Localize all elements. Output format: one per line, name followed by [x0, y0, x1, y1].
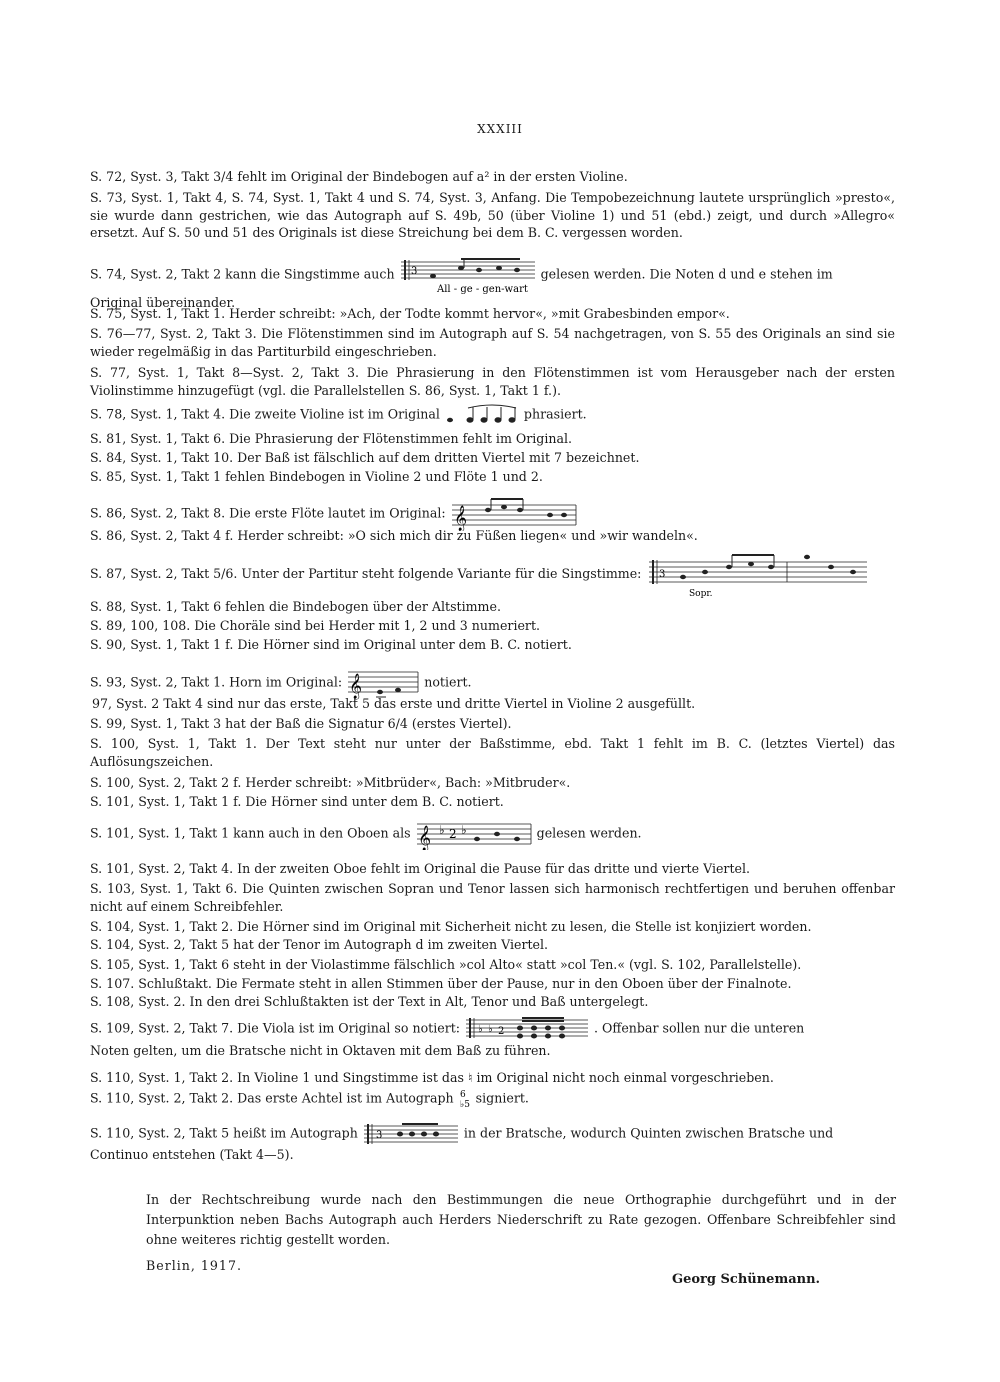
orthography-paragraph: In der Rechtschreibung wurde nach den Bestimmungen die neue Orthographie durchgeführt und in der Interpunktion neben Bachs Autograph auch Herders Niederschrift zu Rate gezogen. Offenbare Schreibfehler sind ohne weiteres richtig gestellt worden.: [146, 1192, 896, 1247]
note-s86-herder: S. 86, Syst. 2, Takt 4 f. Herder schreibt: »O sich mich dir zu Füßen liegen« und »wir wandeln«.: [90, 528, 698, 543]
note-s87: [90, 550, 869, 598]
note-continuation: Original übereinander.: [90, 295, 236, 310]
svg-text:3: 3: [375, 1130, 383, 1141]
music-example: [444, 404, 520, 426]
note-text: S. 109, Syst. 2, Takt 7. Die Viola ist im Original so notiert:: [90, 1020, 461, 1036]
note-s104-horns: S. 104, Syst. 1, Takt 2. Die Hörner sind im Original mit Sicherheit nicht zu lesen, die Stelle ist konjiziert worden.: [90, 919, 812, 934]
svg-text:♭: ♭: [488, 1024, 493, 1035]
note-continuation: Noten gelten, um die Bratsche nicht in Oktaven mit dem Baß zu führen.: [90, 1043, 551, 1058]
note-s103: S. 103, Syst. 1, Takt 6. Die Quinten zwischen Sopran und Tenor lassen sich harmonisch rechtfertigen und beruhen offenbar nicht auf einem Schreibfehler.: [90, 881, 895, 914]
note-s101-oboes: [90, 818, 895, 850]
svg-text:♭: ♭: [460, 823, 467, 837]
music-example: [464, 1016, 590, 1042]
svg-text:♭: ♭: [478, 1024, 483, 1035]
note-text: S. 110, Syst. 2, Takt 5 heißt im Autograph: [90, 1125, 358, 1141]
note-s105: S. 105, Syst. 1, Takt 6 steht in der Violastimme fälschlich »col Alto« statt »col Ten.« (vgl. S. 102, Parallelstelle).: [90, 957, 802, 972]
note-s73: S. 73, Syst. 1, Takt 4, S. 74, Syst. 1, Takt 4 und S. 74, Syst. 3, Anfang. Die Tempobezeichnung lautete ursprünglich »presto«, sie wurde dann gestrichen, wie das Autograph auf S. 49b, 50 (über Violine 1) und 51 (ebd.) zeigt, und durch »Allegro« ersetzt. Auf S. 50 und 51 des Originals ist diese Streichung bei dem B. C. vergessen worden.: [90, 190, 895, 240]
place-date: Berlin, 1917.: [146, 1258, 242, 1273]
music-example: [647, 550, 869, 598]
note-text: signiert.: [475, 1090, 529, 1106]
note-text: S. 87, Syst. 2, Takt 5/6. Unter der Partitur steht folgende Variante für die Singstimme:: [90, 566, 642, 582]
note-text: S. 93, Syst. 2, Takt 1. Horn im Original:: [90, 674, 343, 690]
note-text: S. 110, Syst. 2, Takt 2. Das erste Achtel ist im Autograph: [90, 1090, 454, 1106]
note-s86-flute: [90, 497, 895, 531]
note-s97: 97, Syst. 2 Takt 4 sind nur das erste, Takt 5 das erste und dritte Viertel in Violine 2 ausgefüllt.: [92, 696, 696, 711]
music-example: [362, 1122, 460, 1146]
svg-text:𝄞: 𝄞: [349, 674, 363, 699]
note-s110-achtel: [90, 1088, 895, 1110]
lyric-text: All - ge - gen-wart: [436, 284, 528, 294]
note-text: notiert.: [424, 674, 472, 690]
music-example: [450, 497, 578, 531]
svg-text:♭5: ♭5: [459, 1100, 470, 1110]
note-s100-text: S. 100, Syst. 1, Takt 1. Der Text steht nur unter der Baßstimme, ebd. Takt 1 fehlt im B. C. (letztes Viertel) das Auflösungszeichen.: [90, 736, 895, 769]
note-s81: S. 81, Syst. 1, Takt 6. Die Phrasierung der Flötenstimmen fehlt im Original.: [90, 431, 573, 446]
svg-text:2: 2: [448, 827, 457, 841]
note-s88: S. 88, Syst. 1, Takt 6 fehlen die Bindebogen über der Altstimme.: [90, 599, 501, 614]
note-s76: S. 76—77, Syst. 2, Takt 3. Die Flötenstimmen sind im Autograph auf S. 54 nachgetragen, von S. 55 des Originals an sind sie wieder regelmäßig in das Partiturbild eingeschrieben.: [90, 326, 895, 359]
lyric-text: Sopr.: [689, 589, 713, 598]
svg-text:2: 2: [498, 1026, 505, 1037]
note-s74: [90, 256, 895, 312]
note-text: S. 78, Syst. 1, Takt 4. Die zweite Violine ist im Original: [90, 406, 440, 422]
svg-text:𝄞: 𝄞: [417, 826, 431, 850]
note-text: . Offenbar sollen nur die unteren: [594, 1020, 805, 1036]
note-text: S. 86, Syst. 2, Takt 8. Die erste Flöte lautet im Original:: [90, 505, 446, 521]
svg-text:6: 6: [459, 1090, 466, 1100]
note-s108: S. 108, Syst. 2. In den drei Schlußtakten ist der Text in Alt, Tenor und Baß untergelegt.: [90, 994, 649, 1009]
note-s84: S. 84, Syst. 1, Takt 10. Der Baß ist fälschlich auf dem dritten Viertel mit 7 bezeichnet.: [90, 450, 640, 465]
note-s85: S. 85, Syst. 1, Takt 1 fehlen Bindebogen in Violine 2 und Flöte 1 und 2.: [90, 469, 543, 484]
svg-text:𝄞: 𝄞: [453, 506, 467, 531]
note-s99: S. 99, Syst. 1, Takt 3 hat der Baß die Signatur 6/4 (erstes Viertel).: [90, 716, 512, 731]
svg-text:3: 3: [659, 569, 666, 580]
note-continuation: Continuo entstehen (Takt 4—5).: [90, 1147, 294, 1162]
note-text: gelesen werden. Die Noten d und e stehen im: [540, 266, 833, 282]
note-text: S. 74, Syst. 2, Takt 2 kann die Singstimme auch: [90, 266, 395, 282]
svg-text:♭: ♭: [438, 823, 445, 837]
music-example: [458, 1088, 472, 1110]
note-text: phrasiert.: [523, 406, 587, 422]
note-text: in der Bratsche, wodurch Quinten zwischen Bratsche und: [463, 1125, 834, 1141]
music-example: [415, 818, 533, 850]
note-s89: S. 89, 100, 108. Die Choräle sind bei Herder mit 1, 2 und 3 numeriert.: [90, 618, 541, 633]
signature: Georg Schünemann.: [672, 1272, 821, 1287]
note-s104-tenor: S. 104, Syst. 2, Takt 5 hat der Tenor im Autograph d im zweiten Viertel.: [90, 937, 549, 952]
svg-text:3: 3: [410, 266, 417, 277]
note-text: S. 101, Syst. 1, Takt 1 kann auch in den Oboen als: [90, 825, 411, 841]
note-s75: S. 75, Syst. 1, Takt 1. Herder schreibt: »Ach, der Todte kommt hervor«, »mit Grabesbinden empor«.: [90, 306, 730, 321]
note-s90: S. 90, Syst. 1, Takt 1 f. Die Hörner sind im Original unter dem B. C. notiert.: [90, 637, 572, 652]
music-example: [399, 256, 537, 294]
note-s109: [90, 1016, 895, 1060]
note-s110-bratsche: [90, 1122, 895, 1164]
note-s100-herder: S. 100, Syst. 2, Takt 2 f. Herder schreibt: »Mitbrüder«, Bach: »Mitbruder«.: [90, 775, 571, 790]
note-s78: [90, 404, 895, 426]
note-s110-violin: S. 110, Syst. 1, Takt 2. In Violine 1 und Singstimme ist das ♮ im Original nicht noch einmal vorgeschrieben.: [90, 1070, 774, 1085]
note-s101-oboe2: S. 101, Syst. 2, Takt 4. In der zweiten Oboe fehlt im Original die Pause für das dritte und vierte Viertel.: [90, 861, 750, 876]
page-number: XXXIII: [477, 122, 523, 136]
note-s107: S. 107. Schlußtakt. Die Fermate steht in allen Stimmen über der Pause, nur in den Oboen über der Finalnote.: [90, 976, 792, 991]
note-s72: S. 72, Syst. 3, Takt 3/4 fehlt im Original der Bindebogen auf a² in der ersten Violine.: [90, 169, 628, 184]
note-s77: S. 77, Syst. 1, Takt 8—Syst. 2, Takt 3. Die Phrasierung in den Flötenstimmen ist vom Herausgeber nach der ersten Violinstimme hinzugefügt (vgl. die Parallelstellen S. 86, Syst. 1, Takt 1 f.).: [90, 365, 895, 398]
note-text: gelesen werden.: [536, 825, 642, 841]
note-s101-horns: S. 101, Syst. 1, Takt 1 f. Die Hörner sind unter dem B. C. notiert.: [90, 794, 504, 809]
